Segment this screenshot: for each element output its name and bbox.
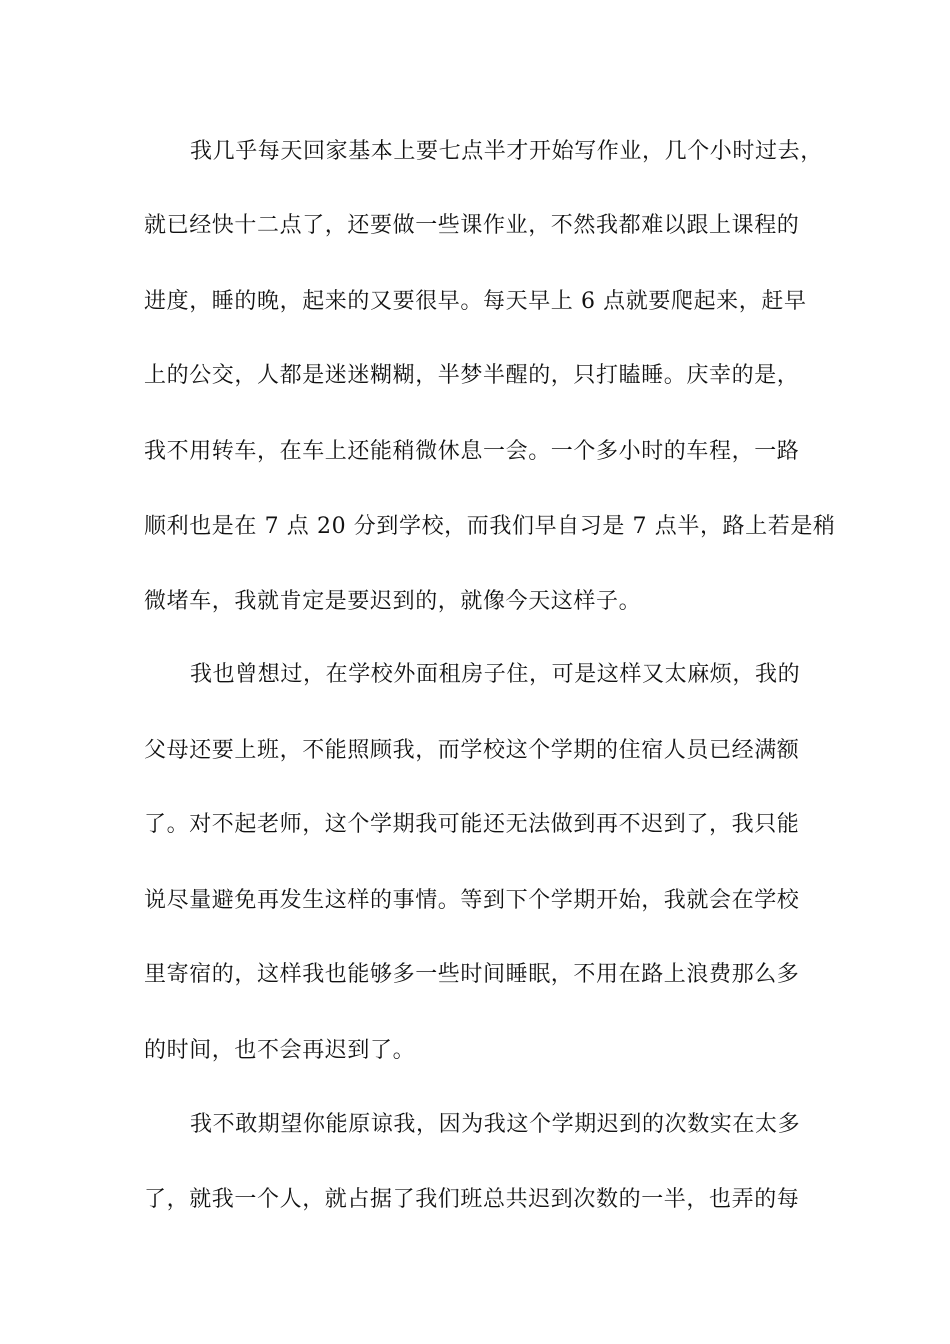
paragraph-1-line-1: 我几乎每天回家基本上要七点半才开始写作业，几个小时过去， <box>190 139 823 164</box>
paragraph-3-line-1: 我不敢期望你能原谅我，因为我这个学期迟到的次数实在太多 <box>190 1112 801 1137</box>
paragraph-2-line-4: 说尽量避免再发生这样的事情。等到下个学期开始，我就会在学校 <box>144 888 800 913</box>
paragraph-1-line-5: 我不用转车，在车上还能稍微休息一会。一个多小时的车程，一路 <box>144 439 800 464</box>
paragraph-1-line-3: 进度，睡的晚，起来的又要很早。每天早上 6 点就要爬起来，赶早 <box>144 289 807 314</box>
paragraph-1-line-7: 微堵车，我就肯定是要迟到的，就像今天这样子。 <box>144 589 642 614</box>
paragraph-2-line-3: 了。对不起老师，这个学期我可能还无法做到再不迟到了，我只能 <box>144 812 800 837</box>
paragraph-1-line-2: 就已经快十二点了，还要做一些课作业，不然我都难以跟上课程的 <box>144 213 800 238</box>
paragraph-3-line-2: 了，就我一个人，就占据了我们班总共迟到次数的一半，也弄的每 <box>144 1187 800 1212</box>
paragraph-2-line-2: 父母还要上班，不能照顾我，而学校这个学期的住宿人员已经满额 <box>144 738 800 763</box>
paragraph-1-line-4: 上的公交，人都是迷迷糊糊，半梦半醒的，只打瞌睡。庆幸的是， <box>144 363 800 388</box>
paragraph-2-line-5: 里寄宿的，这样我也能够多一些时间睡眠，不用在路上浪费那么多 <box>144 962 800 987</box>
paragraph-1-line-6: 顺利也是在 7 点 20 分到学校，而我们早自习是 7 点半，路上若是稍 <box>144 514 836 539</box>
paragraph-2-line-1: 我也曾想过，在学校外面租房子住，可是这样又太麻烦，我的 <box>190 662 801 687</box>
paragraph-2-line-6: 的时间，也不会再迟到了。 <box>144 1038 416 1063</box>
